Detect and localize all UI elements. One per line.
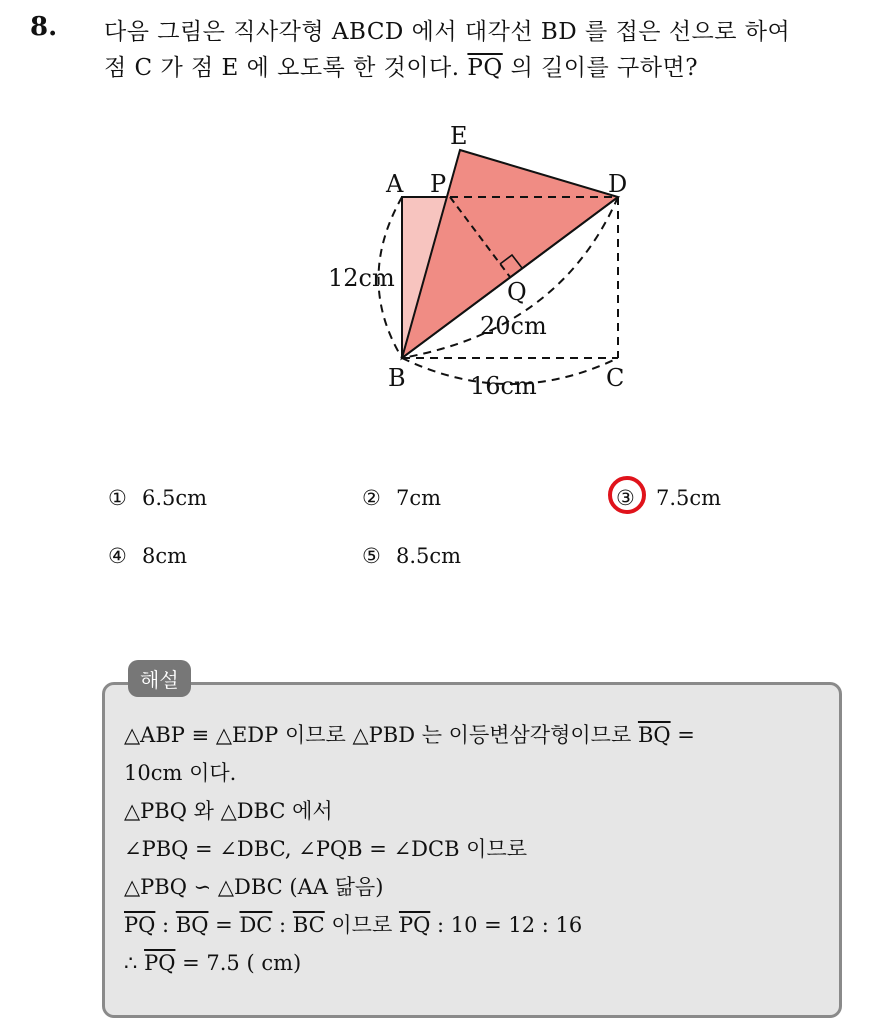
choice-3-text: 7.5cm [656,486,722,510]
choice-3[interactable] [616,486,721,510]
label-d: D [608,170,628,198]
segment-pq: $\overline{PQ}$ [467,55,503,81]
label-ab-length: 12cm [328,264,395,292]
choice-5[interactable] [362,544,461,568]
label-p: P [430,170,447,198]
solution-line-7-c: = 7.5 ( cm) [182,951,302,975]
solution-line-4: ∠PBQ = ∠DBC, ∠PQB = ∠DCB 이므로 [124,837,528,861]
choice-1-text: 6.5cm [142,486,208,510]
question-text [104,14,864,86]
label-a: A [386,170,404,198]
segment-pq-1: $\overline{PQ}$ [124,913,156,937]
choice-2[interactable] [362,486,441,510]
solution-line-1 [124,716,824,754]
segment-bq-2: $\overline{BQ}$ [175,913,209,937]
choice-1[interactable] [108,486,207,510]
colon-1: : [162,913,170,937]
question-line-2 [104,50,864,86]
choice-3-mark: ③ [616,486,635,510]
label-e: E [450,122,468,150]
solution-line-6-mid: 이므로 [331,913,393,937]
solution-line-1-a: △ABP ≡ △EDP 이므로 △PBD 는 이등변삼각형이므로 [124,723,632,747]
solution-tag: 해설 [128,660,191,697]
choice-5-text: 8.5cm [396,544,462,568]
question-line-2-a: 점 C 가 점 E 에 오도록 한 것이다. [104,55,460,81]
therefore-symbol: ∴ [124,951,138,975]
solution-line-2: 10cm 이다. [124,761,237,785]
choice-4[interactable] [108,544,187,568]
segment-dc: $\overline{DC}$ [239,913,273,937]
label-bc-length: 16cm [470,372,537,400]
choice-4-mark: ④ [108,544,127,568]
solution-line-6 [124,906,824,944]
choice-4-text: 8cm [142,544,188,568]
solution-line-7 [124,944,824,982]
segment-bq: $\overline{BQ}$ [637,723,671,747]
choice-2-text: 7cm [396,486,442,510]
segment-pq-3: $\overline{PQ}$ [144,951,176,975]
question-number: 8. [30,12,58,42]
choice-2-mark: ② [362,486,381,510]
segment-pq-2: $\overline{PQ}$ [398,913,431,937]
label-b: B [388,364,406,392]
solution-line-5: △PBQ ∽ △DBC (AA 닮음) [124,875,384,899]
answer-circle-icon [608,476,646,514]
solution-line-3: △PBQ 와 △DBC 에서 [124,799,333,823]
equals-sign: = [215,913,233,937]
label-bd-length: 20cm [480,312,547,340]
choice-1-mark: ① [108,486,127,510]
colon-2: : [279,913,287,937]
solution-line-6-rest: : 10 = 12 : 16 [436,913,583,937]
solution-lines [124,716,824,982]
label-q: Q [507,278,527,306]
label-c: C [606,364,625,392]
solution-line-1-c: = [677,723,695,747]
question-line-1: 다음 그림은 직사각형 ABCD 에서 대각선 BD 를 접은 선으로 하여 [104,19,791,45]
segment-bc: $\overline{BC}$ [292,913,325,937]
geometry-figure [300,110,660,410]
question-line-2-b: 의 길이를 구하면? [510,55,699,81]
choice-5-mark: ⑤ [362,544,381,568]
